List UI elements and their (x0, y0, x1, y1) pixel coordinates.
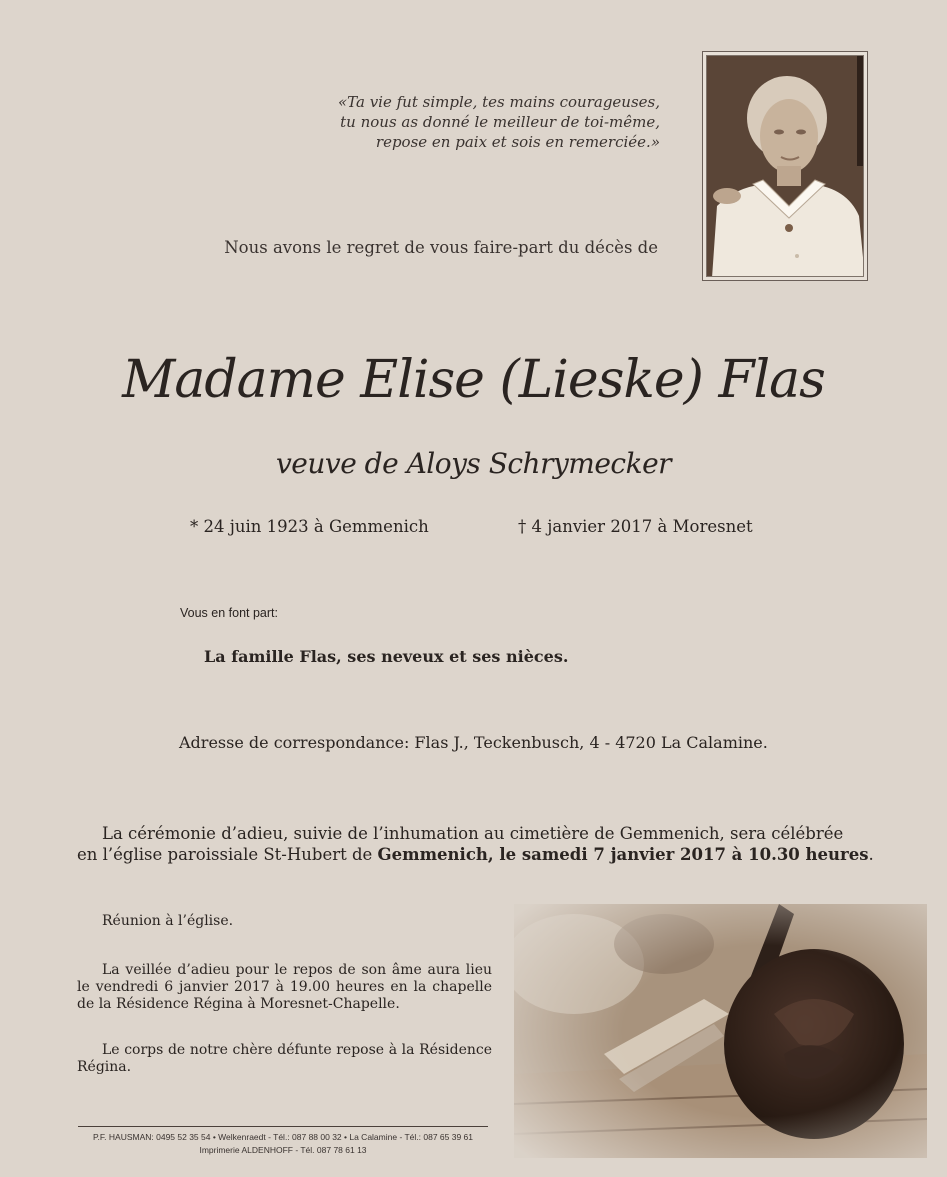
funeral-home-info: P.F. HAUSMAN: 0495 52 35 54 • Welkenraedt - Tél.: 087 88 00 32 • La Calamine - Tél.: 087 65 39 61 (92, 1132, 474, 1142)
printer-info: Imprimerie ALDENHOFF - Tél. 087 78 61 13 (199, 1145, 367, 1155)
birth-date: * 24 juin 1923 à Gemmenich (190, 517, 429, 536)
widow-of: veuve de Aloys Schrymecker (275, 447, 672, 480)
footer-divider (78, 1126, 488, 1127)
ceremony-line-suffix: . (868, 845, 874, 864)
ceremony-line: La cérémonie d’adieu, suivie de l’inhumation au cimetière de Gemmenich, sera célébrée (102, 824, 844, 843)
memorial-quote (240, 92, 660, 152)
rest-note: Le corps de notre chère défunte repose à la Résidence Régina. (77, 1042, 492, 1075)
family-names: La famille Flas, ses neveux et ses nièces. (204, 647, 569, 666)
ceremony-line-prefix: en l’église paroissiale St-Hubert de (77, 845, 378, 864)
ceremony-paragraph (77, 823, 877, 865)
death-date: † 4 janvier 2017 à Moresnet (518, 517, 753, 536)
vigil-note: La veillée d’adieu pour le repos de son âme aura lieu le vendredi 6 janvier 2017 à 19.00 heures en la chapelle de la Résidence Régina à Moresnet-Chapelle. (77, 962, 492, 1012)
quote-line: tu nous as donné le meilleur de toi-même, (340, 113, 660, 131)
rose-image (514, 904, 927, 1158)
announcement-text: Nous avons le regret de vous faire-part du décès de (224, 238, 658, 257)
portrait-photo (702, 51, 868, 281)
portrait-image (707, 56, 864, 277)
quote-line: «Ta vie fut simple, tes mains courageuses, (337, 93, 660, 111)
rose-photo (514, 904, 927, 1158)
reunion-note: Réunion à l’église. (102, 913, 234, 929)
correspondence-address: Adresse de correspondance: Flas J., Teckenbusch, 4 - 4720 La Calamine. (179, 733, 768, 752)
quote-line: repose en paix et sois en remerciée.» (375, 133, 660, 151)
family-intro: Vous en font part: (180, 606, 278, 620)
deceased-name: Madame Elise (Lieske) Flas (122, 350, 825, 410)
ceremony-date-location: Gemmenich, le samedi 7 janvier 2017 à 10.30 heures (377, 845, 869, 864)
